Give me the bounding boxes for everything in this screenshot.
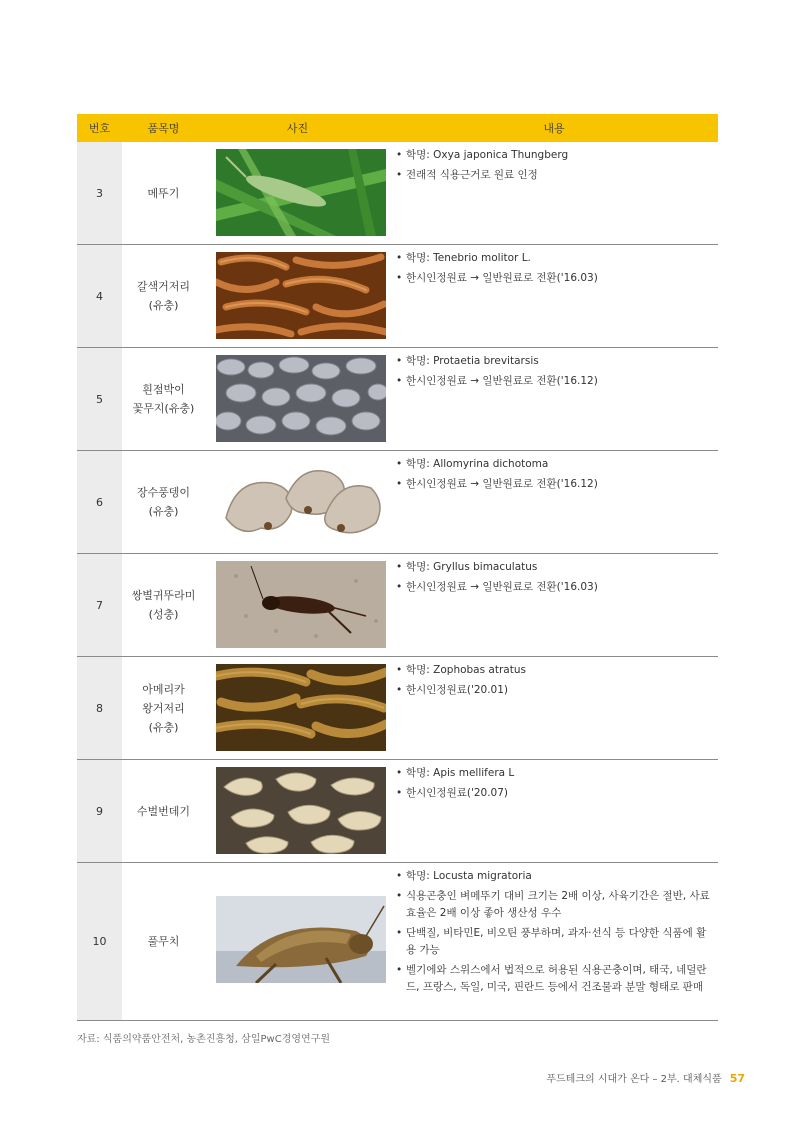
table-row	[77, 245, 718, 348]
page-number: 57	[729, 1072, 745, 1085]
item-name: 수벌번데기	[136, 804, 191, 818]
bullet: • 단백질, 비타민E, 비오틴 풍부하며, 과자·선식 등 다양한 식품에 활용 가능	[396, 925, 714, 959]
bullet: • 한시인정원료 → 일반원료로 전환('16.03)	[396, 270, 714, 287]
page-footer	[546, 1070, 745, 1085]
bullet: • 벨기에와 스위스에서 법적으로 허용된 식용곤충이며, 태국, 네덜란드, 프랑스, 독일, 미국, 핀란드 등에서 건조물과 분말 형태로 판매	[396, 962, 714, 996]
drone-pupa-photo	[216, 767, 386, 854]
table-row	[77, 142, 718, 245]
table-row	[77, 863, 718, 1021]
table-header	[77, 114, 718, 142]
table-row	[77, 760, 718, 863]
cricket-photo	[216, 561, 386, 648]
row-number: 5	[77, 348, 122, 450]
bullet: • 한시인정원료 → 일반원료로 전환('16.12)	[396, 373, 714, 390]
header-name: 품목명	[147, 122, 180, 135]
row-number: 10	[77, 863, 122, 1020]
bullet: • 한시인정원료('20.07)	[396, 785, 714, 802]
table-row	[77, 657, 718, 760]
bullet: • 학명: Protaetia brevitarsis	[396, 353, 714, 370]
bullet: • 학명: Zophobas atratus	[396, 662, 714, 679]
table-row	[77, 348, 718, 451]
rhinoceros-beetle-larva-photo	[216, 458, 386, 545]
bullet: • 학명: Apis mellifera L	[396, 765, 714, 782]
item-name: 흰점박이 꽃무지(유충)	[132, 383, 195, 415]
row-number: 7	[77, 554, 122, 656]
bullet: • 학명: Allomyrina dichotoma	[396, 456, 714, 473]
mealworm-photo	[216, 252, 386, 339]
footer-title: 푸드테크의 시대가 온다 – 2부. 대체식품	[546, 1074, 722, 1085]
row-number: 3	[77, 142, 122, 244]
row-number: 4	[77, 245, 122, 347]
bullet: • 학명: Gryllus bimaculatus	[396, 559, 714, 576]
item-name: 갈색거저리 (유충)	[136, 280, 191, 312]
table-row	[77, 451, 718, 554]
bullet: • 학명: Tenebrio molitor L.	[396, 250, 714, 267]
item-name: 장수풍뎅이 (유충)	[136, 486, 191, 518]
insect-table	[77, 114, 718, 1021]
grasshopper-photo	[216, 149, 386, 236]
table-row	[77, 554, 718, 657]
bullet: • 전래적 식용근거로 원료 인정	[396, 167, 714, 184]
row-number: 6	[77, 451, 122, 553]
bullet: • 학명: Oxya japonica Thungberg	[396, 147, 714, 164]
locust-photo	[216, 896, 386, 983]
bullet: • 한시인정원료 → 일반원료로 전환('16.12)	[396, 476, 714, 493]
white-spotted-beetle-larva-photo	[216, 355, 386, 442]
source-note: 자료: 식품의약품안전처, 농촌진흥청, 삼일PwC경영연구원	[77, 1034, 330, 1045]
bullet: • 한시인정원료 → 일반원료로 전환('16.03)	[396, 579, 714, 596]
superworm-photo	[216, 664, 386, 751]
header-no: 번호	[88, 122, 111, 135]
row-number: 9	[77, 760, 122, 862]
bullet: • 한시인정원료('20.01)	[396, 682, 714, 699]
bullet: • 학명: Locusta migratoria	[396, 868, 714, 885]
bullet: • 식용곤충인 벼메뚜기 대비 크기는 2배 이상, 사육기간은 절반, 사료 효율은 2배 이상 좋아 생산성 우수	[396, 888, 714, 922]
item-name: 쌍별귀뚜라미 (성충)	[131, 589, 196, 621]
item-name: 메뚜기	[147, 186, 180, 200]
header-photo: 사진	[286, 122, 309, 135]
item-name: 풀무치	[147, 935, 180, 948]
header-content: 내용	[543, 122, 565, 135]
row-number: 8	[77, 657, 122, 759]
item-name: 아메리카 왕거저리 (유충)	[142, 682, 185, 734]
